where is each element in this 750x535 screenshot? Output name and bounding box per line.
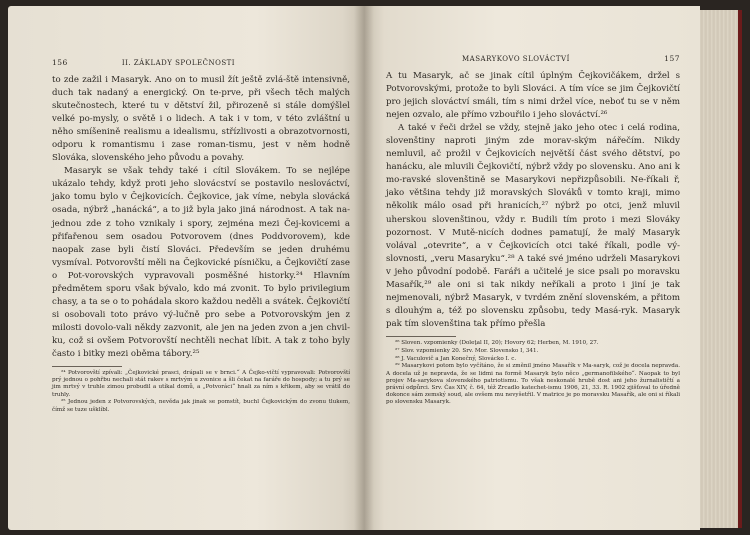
- right-footnotes: [386, 340, 680, 407]
- left-paragraph: Masaryk se však tehdy také i cítil Slovákem. To se nejlépe ukázalo tehdy, když proti jeho slovácství se postavilo neslováctví, jako tomu bylo v Čejkovicích. Čejkovice, jak víme, nebyla slovácká osada, nýbrž „hanácká“, a to již byla jako jiná národnost. A tak na-jednou zde z toho vznikaly i spory, zejména mezi Čej-kovicemi a přifařenou sem osadou Potvorovem (dnes Poddvorovem), kde naopak zase byli čistí Slováci. Především se jeden druhému vysmíval. Potvorovští měli na Čejkovické písničku, a Čejkovičtí zase o Pot-vorovských vypravovali posměšné historky.²⁴ Hlavním předmětem sporu však bývalo, kdo má zvonit. To bylo privilegium chasy, a ta se o to pohádala skoro každou neděli a svátek. Čejkovičtí si osobovali toto právo vý-lučně pro sebe a Potvorovským jen z milosti dovolo-vali někdy zazvonit, ale jen na jeden zvon a jen chvil-ku, což si ovšem Potvorovští nechtěli nechat líbit. A tak z toho byly často i bitky mezi oběma tábory.²⁵: [52, 166, 350, 359]
- footnote: ²⁸ J. Vaculovič a Jan Konečný, Slovácko I. c.: [395, 355, 517, 362]
- book-spread: [8, 6, 738, 530]
- footnote: ²⁶ Sloven. vzpomienky (Doleţal II, 20); Hovory 62; Herben, M. 1910, 27.: [395, 339, 599, 346]
- footnote: ²⁹ Masarykovi potom bylo vyčítáno, že si změnil jméno Masařík v Ma-saryk, což je docela nepravda. A docela už je nepravda, že se lidmi na formě Masaryk bylo něco „germanofilského“. Naopak to byl projev Ma-sarykova slovenského patriotismu. To však neskonalé hrubě dost ani jeho žurnalističtí a právní odpůrci. Srv. Čas XIV, č. 64, též Zrcadlo katechet-ismu 1906, 21, 33. R. 1902 zjišťoval to úředně dokonce sám zemský soud, ale ovšem mu nevyšetřil. V matrice je po moravsku Masařík, ale oni si říkali po slovensku Masaryk.: [386, 363, 680, 406]
- left-running-title: II. ZÁKLADY SPOLEČNOSTI: [121, 59, 236, 67]
- left-paragraph: to zde zažil i Masaryk. Ano on to musil žít ještě zvlá-ště intensivně, duch tak nadaný a energický. On te-prve, při všech těch malých skutečnostech, které tu v dětství žil, přirozeně si stále domýšlel velké po-mysly, o světě i o lidech. A tak i v tom, v této zvláštní u něho smíšenině realismu a idealismu, střízlivosti a obrazotvornosti, odporu k romantismu i zase roman-tismu, jest v něm hodně Slováka, slovenského jeho původu a povahy.: [52, 75, 350, 164]
- right-page-number: 157: [664, 54, 680, 63]
- right-running-head: [386, 54, 680, 66]
- footnote-rule: [52, 366, 122, 367]
- left-running-head: [52, 58, 350, 70]
- left-page-number: 156: [52, 58, 68, 67]
- footnote-rule: [386, 336, 456, 337]
- page-edges: [700, 10, 742, 528]
- footnote: ²⁴ Potvorovští zpívali: „Čejkovické prasci, drápali se v brnci.“ A Čejko-vičtí vypravovali: Potvorovští prý jednou o pohřbu nechali stát rakev s mrtvým u zvonice a šli čekat na faráře do hospody; a tu prý se jim mrtvý v truhle zimou probudil a utíkal domů, a „Potvoráci“ hnali za ním s křikem, aby se vrátil do truhly.: [52, 370, 350, 398]
- left-page: [8, 6, 364, 530]
- right-paragraph: A tu Masaryk, ač se jinak cítil úplným Čejkovičákem, držel s Potvorovskými, protože to byli Slováci. A tím více se jim Čejkovičtí pro jejich slováctví smáli, tím s nimi držel více, neboť tu se v něm nejen ozvalo, ale přímo vzbouřilo i jeho slováctví.²⁶: [386, 71, 680, 121]
- right-page: [364, 6, 700, 530]
- left-footnotes: [52, 370, 350, 414]
- right-body-text: [386, 70, 680, 331]
- footnote: ²⁵ Jednou jeden z Potvorovských, nevěda jak jinak se pomstít, buchl Čejkovickým do zvonu tlukem, čímž se tuze ušklíbl.: [52, 399, 350, 413]
- left-body-text: [52, 74, 350, 361]
- right-running-title: MASARYKOVO SLOVÁCTVÍ: [462, 55, 570, 63]
- right-paragraph: A také v řeči držel se vždy, stejně jako jeho otec i celá rodina, slovenštiny naproti jiným zde morav-ským nářečím. Nikdy nemluvil, ač prožil v Čejkovicích největší část svého dětství, po hanácku, ale mluvili Čejkovičtí, nýbrž vždy po slovensku. Ano ani k mo-ravské slovenštině se Masarykovi nepřizpůsobili. Ne-říkali ř, jako většina tehdy již moravských Slováků v tomto kraji, mimo několik málo osad při hranicích,²⁷ nýbrž po otci, jenž mluvil uherskou slovenštinou, vždy r. Budili tím proto i mezi Slováky pozornost. V Mutě-nicích dodnes pamatují, že malý Masaryk volával „otevrite“, a v Čejkovicích otci také říkali, podle vý-slovnosti, „veru Masaryku“.²⁸ A také své jméno udrželi Masarykovi v jeho původní podobě. Faráři a učitelé je sice psali po moravsku Masařík,²⁹ ale oni si tak nikdy neříkali a proto i jiní je tak nejmenovali, nýbrž Masaryk, v tvrdém znění slovenském, a přitom s dlouhým a, též po slovensku způsobu, tedy Masá-ryk. Masaryk pak tím slovenština tak přímo přešla: [386, 123, 680, 329]
- footnote: ²⁷ Slov. vzpomienky 20. Srv. Mor. Slovensko I, 341.: [395, 347, 539, 354]
